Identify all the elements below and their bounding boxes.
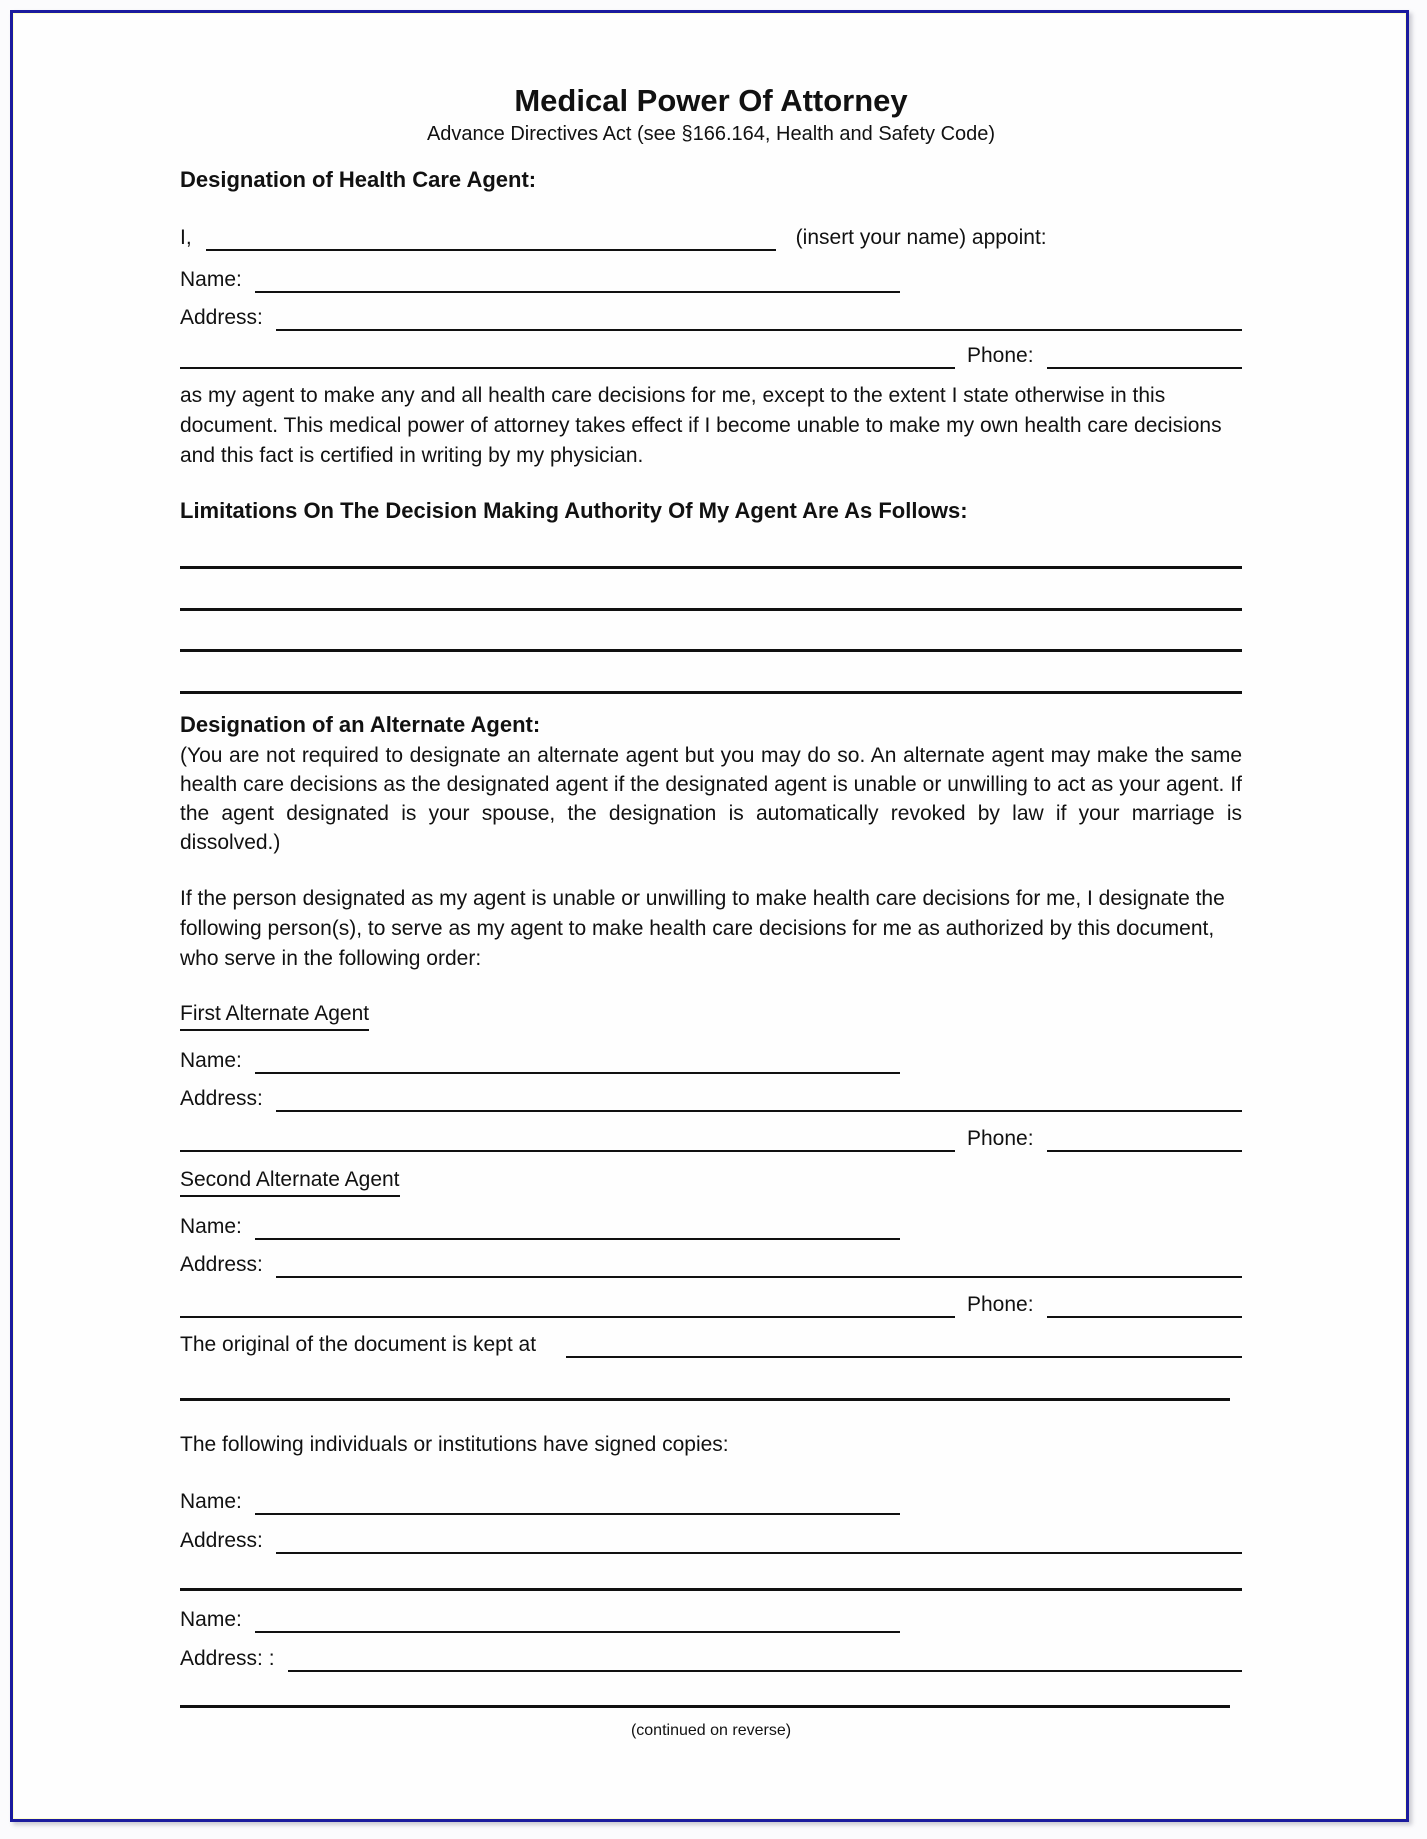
first-alt-phone-row [180, 1124, 1242, 1152]
copy2-name-field[interactable] [255, 1605, 900, 1633]
copy1-name-field[interactable] [255, 1487, 900, 1515]
address-label: Address: [180, 1087, 263, 1110]
page-subtitle: Advance Directives Act (see §166.164, Health and Safety Code) [426, 123, 996, 145]
second-alternate-heading: Second Alternate Agent [180, 1166, 400, 1197]
address-label: Address: [180, 1529, 263, 1552]
limitation-line-3[interactable] [180, 611, 1242, 652]
original-location-row [180, 1330, 1242, 1358]
second-alt-name-row [180, 1212, 1242, 1240]
second-alt-address-row [180, 1250, 1242, 1278]
second-alt-name-field[interactable] [255, 1212, 900, 1240]
designation-heading: Designation of Health Care Agent: [180, 167, 537, 192]
alternate-heading: Designation of an Alternate Agent: [180, 712, 541, 737]
form-content [180, 13, 1242, 1741]
limitation-line-1[interactable] [180, 524, 1242, 569]
second-alternate-heading-wrap [180, 1166, 1242, 1197]
copy1-name-row [180, 1487, 1242, 1515]
agent-phone-row [180, 341, 1242, 369]
agent-address-field-2[interactable] [180, 341, 955, 369]
copy2-name-row [180, 1605, 1242, 1633]
agent-address-field[interactable] [276, 303, 1242, 331]
copy2-address-row [180, 1644, 1242, 1672]
phone-label: Phone: [967, 344, 1034, 367]
original-location-field[interactable] [566, 1330, 1242, 1358]
continued-footer: (continued on reverse) [630, 1722, 792, 1739]
phone-label: Phone: [967, 1127, 1034, 1150]
first-alt-address-row [180, 1084, 1242, 1112]
copy1-address-field-2[interactable] [180, 1554, 1242, 1591]
first-alternate-heading: First Alternate Agent [180, 1000, 369, 1031]
form-page [10, 10, 1409, 1822]
name-label: Name: [180, 1490, 242, 1513]
agent-name-row [180, 265, 1242, 293]
page-title: Medical Power Of Attorney [514, 83, 908, 118]
second-alt-address-field-2[interactable] [180, 1290, 955, 1318]
address-label: Address: [180, 306, 263, 329]
first-alt-name-field[interactable] [255, 1046, 900, 1074]
second-alt-phone-row [180, 1290, 1242, 1318]
limitation-line-2[interactable] [180, 569, 1242, 611]
address-label: Address: [180, 1253, 263, 1276]
agent-powers-paragraph: as my agent to make any and all health care decisions for me, except to the extent I state otherwise in this document. This medical power of attorney takes effect if I become unable to make my own health care decisions and this fact is certified in writing by my physician. [180, 384, 1222, 467]
address-double-label: Address: : [180, 1647, 275, 1670]
second-alt-phone-field[interactable] [1047, 1290, 1242, 1318]
agent-address-row [180, 303, 1242, 331]
copy1-address-field[interactable] [276, 1526, 1242, 1554]
signed-copies-heading: The following individuals or institutions have signed copies: [180, 1433, 729, 1456]
alternate-intro-paragraph: If the person designated as my agent is unable or unwilling to make health care decisions for me, I designate the following person(s), to serve as my agent to make health care decisions for me as authorized by this document, who serve in the following order: [180, 887, 1225, 970]
first-alt-address-field-2[interactable] [180, 1124, 955, 1152]
limitations-heading: Limitations On The Decision Making Authority Of My Agent Are As Follows: [180, 498, 968, 523]
principal-name-field[interactable] [206, 223, 776, 251]
i-prefix-label: I, [180, 226, 192, 249]
name-label: Name: [180, 268, 242, 291]
principal-name-row [180, 223, 1242, 251]
copy2-address-field-2[interactable] [180, 1672, 1230, 1708]
name-label: Name: [180, 1608, 242, 1631]
name-label: Name: [180, 1215, 242, 1238]
alternate-note-paragraph: (You are not required to designate an alternate agent but you may do so. An alternate agent may make the same health care decisions as the designated agent if the designated agent is unable or unwilling to act as your agent. If the agent designated is your spouse, the designation is automatically revoked by law if your marriage is dissolved.) [180, 744, 1242, 854]
limitation-line-4[interactable] [180, 652, 1242, 694]
first-alt-phone-field[interactable] [1047, 1124, 1242, 1152]
first-alt-name-row [180, 1046, 1242, 1074]
original-kept-label: The original of the document is kept at [180, 1333, 537, 1356]
copy2-address-field[interactable] [288, 1644, 1242, 1672]
agent-phone-field[interactable] [1047, 341, 1242, 369]
appoint-suffix-label: (insert your name) appoint: [795, 226, 1047, 249]
first-alt-address-field[interactable] [276, 1084, 1242, 1112]
phone-label: Phone: [967, 1293, 1034, 1316]
original-location-field-2[interactable] [180, 1358, 1230, 1401]
copy1-address-row [180, 1526, 1242, 1554]
second-alt-address-field[interactable] [276, 1250, 1242, 1278]
first-alternate-heading-wrap [180, 1000, 1242, 1031]
name-label: Name: [180, 1049, 242, 1072]
agent-name-field[interactable] [255, 265, 900, 293]
